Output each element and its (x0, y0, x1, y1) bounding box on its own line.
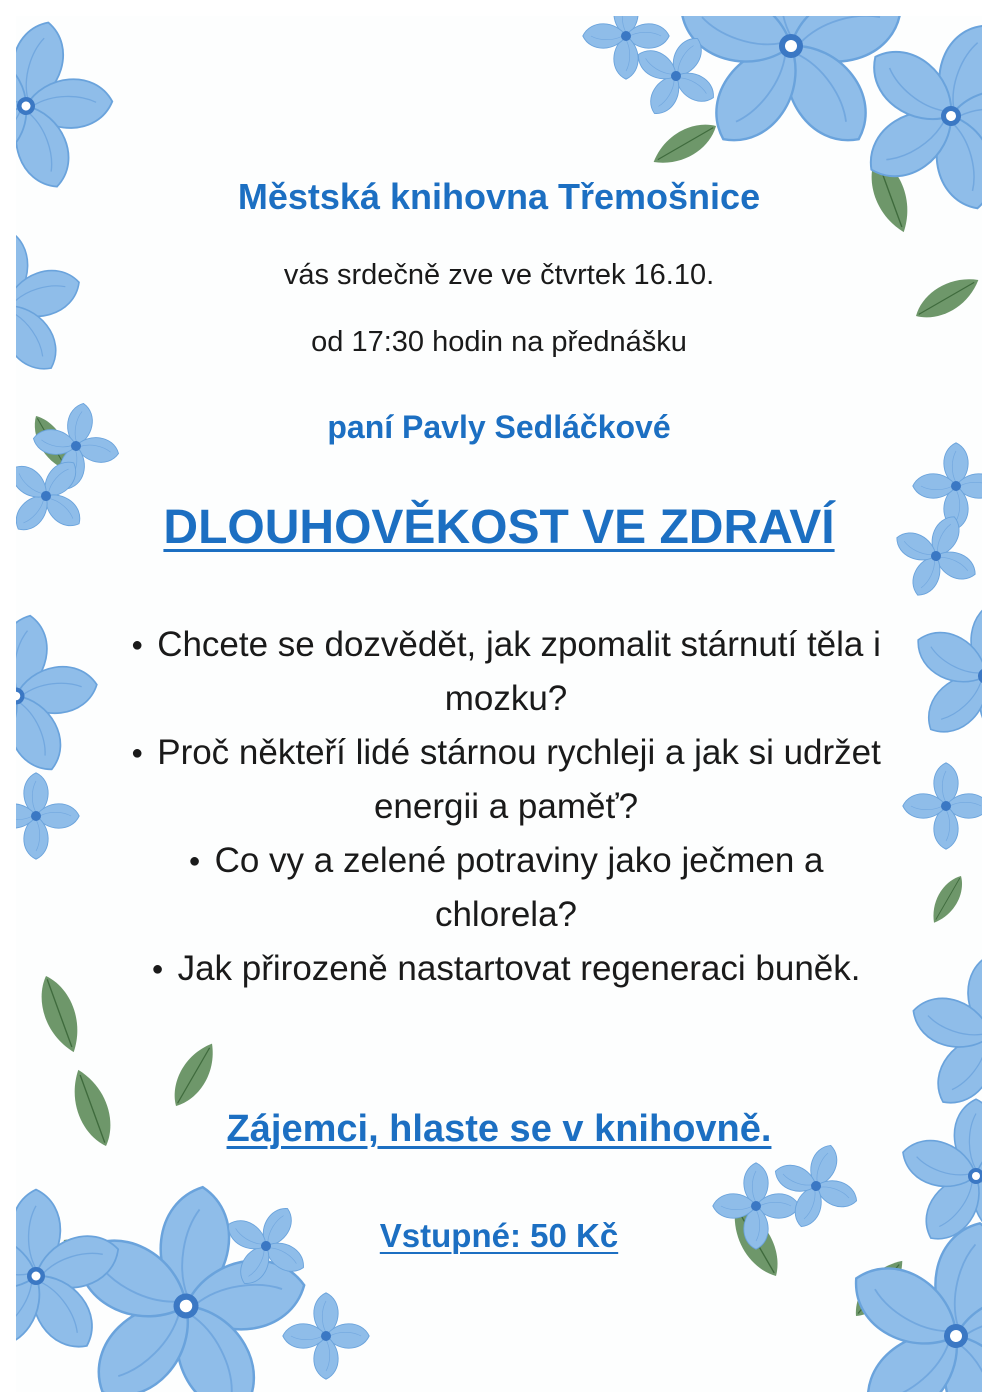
list-item (126, 942, 886, 996)
list-item (126, 726, 886, 834)
question-text: Chcete se dozvědět, jak zpomalit stárnutí těla i mozku? (157, 625, 881, 718)
bullet-icon: ● (188, 850, 201, 872)
invitation-date-line: vás srdečně zve ve čtvrtek 16.10. (283, 259, 715, 291)
lecture-title: DLOUHOVĚKOST VE ZDRAVÍ (163, 501, 835, 554)
bullet-icon: ● (151, 958, 164, 980)
question-list (126, 618, 886, 996)
organizer-heading: Městská knihovna Třemošnice (237, 176, 761, 217)
question-text: Co vy a zelené potraviny jako ječmen a chlorela? (214, 841, 824, 934)
list-item (126, 834, 886, 942)
poster-content (16, 16, 982, 1392)
call-to-action: Zájemci, hlaste se v knihovně. (226, 1108, 772, 1150)
bullet-icon: ● (131, 634, 144, 656)
bullet-icon: ● (131, 742, 144, 764)
question-text: Jak přirozeně nastartovat regeneraci buněk. (177, 949, 861, 988)
question-text: Proč někteří lidé stárnou rychleji a jak si udržet energii a paměť? (157, 733, 881, 826)
admission-fee: Vstupné: 50 Kč (379, 1217, 619, 1254)
invitation-time-line: od 17:30 hodin na přednášku (311, 326, 687, 358)
poster-frame (16, 16, 982, 1392)
speaker-name: paní Pavly Sedláčkové (327, 409, 671, 445)
list-item (126, 618, 886, 726)
